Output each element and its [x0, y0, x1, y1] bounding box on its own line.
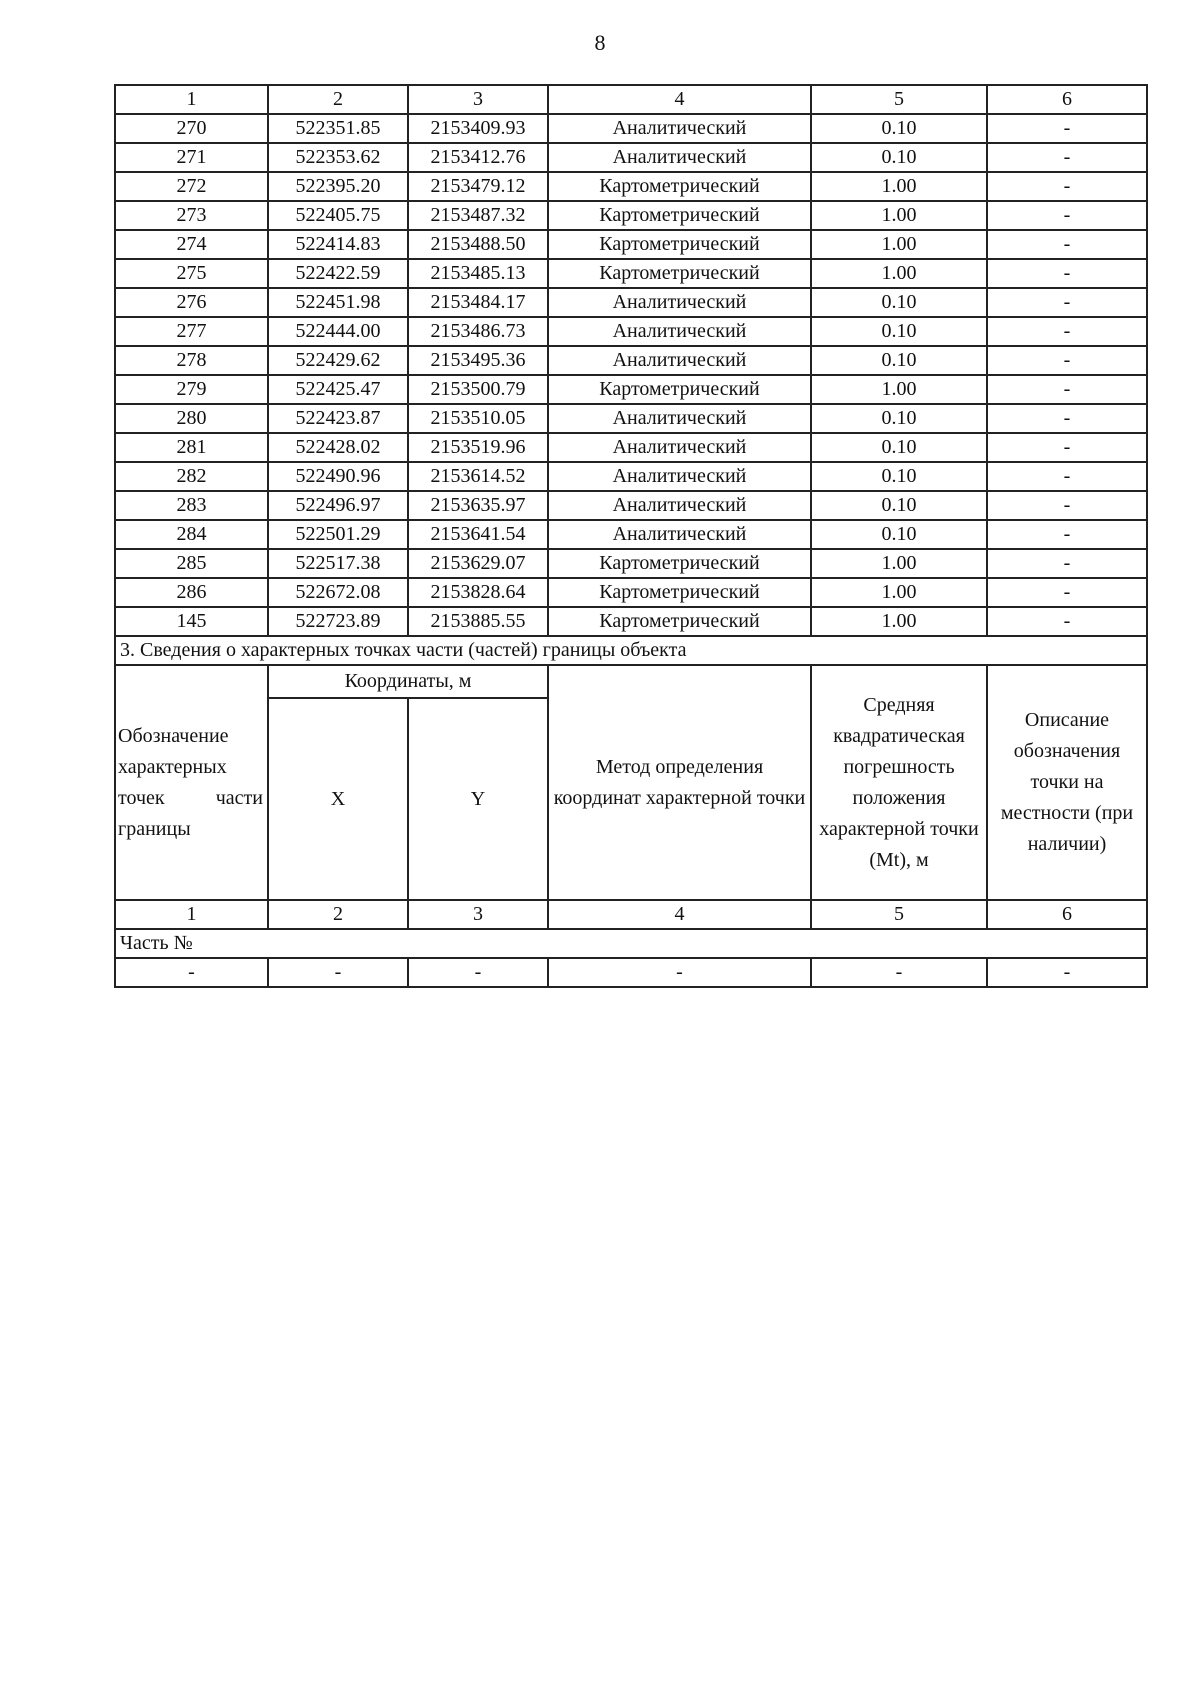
- header-coordinates: Координаты, м: [268, 665, 548, 698]
- table-cell: -: [811, 958, 987, 987]
- cell-method: Аналитический: [548, 143, 811, 172]
- cell-point: 273: [115, 201, 268, 230]
- table-row: [115, 114, 1147, 143]
- empty-part-row: [115, 958, 1147, 987]
- cell-y: 2153495.36: [408, 346, 548, 375]
- cell-y: 2153828.64: [408, 578, 548, 607]
- boundary-points-table: [114, 84, 1148, 988]
- cell-description: -: [987, 578, 1147, 607]
- cell-description: -: [987, 607, 1147, 636]
- table-row: [115, 143, 1147, 172]
- column-number: 2: [268, 85, 408, 114]
- header-designation: Обозначение характерных точек части границы: [115, 665, 268, 900]
- table-row: [115, 375, 1147, 404]
- cell-y: 2153500.79: [408, 375, 548, 404]
- cell-y: 2153641.54: [408, 520, 548, 549]
- table-row: [115, 201, 1147, 230]
- cell-error: 1.00: [811, 201, 987, 230]
- header-y: Y: [408, 698, 548, 900]
- cell-method: Картометрический: [548, 259, 811, 288]
- column-number: 4: [548, 85, 811, 114]
- table-row: [115, 230, 1147, 259]
- cell-y: 2153614.52: [408, 462, 548, 491]
- cell-point: 276: [115, 288, 268, 317]
- cell-point: 282: [115, 462, 268, 491]
- table-row: [115, 462, 1147, 491]
- section-column-number-row: [115, 900, 1147, 929]
- cell-x: 522451.98: [268, 288, 408, 317]
- cell-method: Аналитический: [548, 404, 811, 433]
- cell-error: 0.10: [811, 143, 987, 172]
- cell-error: 1.00: [811, 172, 987, 201]
- table-row: [115, 491, 1147, 520]
- cell-error: 1.00: [811, 259, 987, 288]
- cell-description: -: [987, 172, 1147, 201]
- cell-point: 280: [115, 404, 268, 433]
- cell-description: -: [987, 143, 1147, 172]
- cell-description: -: [987, 259, 1147, 288]
- column-number: 1: [115, 900, 268, 929]
- cell-x: 522414.83: [268, 230, 408, 259]
- cell-y: 2153409.93: [408, 114, 548, 143]
- cell-x: 522517.38: [268, 549, 408, 578]
- column-number: 1: [115, 85, 268, 114]
- cell-method: Картометрический: [548, 172, 811, 201]
- cell-method: Картометрический: [548, 230, 811, 259]
- cell-x: 522672.08: [268, 578, 408, 607]
- cell-description: -: [987, 317, 1147, 346]
- cell-error: 0.10: [811, 317, 987, 346]
- cell-description: -: [987, 491, 1147, 520]
- cell-method: Аналитический: [548, 317, 811, 346]
- cell-y: 2153635.97: [408, 491, 548, 520]
- cell-point: 286: [115, 578, 268, 607]
- cell-point: 277: [115, 317, 268, 346]
- cell-x: 522425.47: [268, 375, 408, 404]
- section-header-row: [115, 665, 1147, 698]
- column-number: 4: [548, 900, 811, 929]
- cell-y: 2153484.17: [408, 288, 548, 317]
- cell-y: 2153510.05: [408, 404, 548, 433]
- cell-method: Аналитический: [548, 491, 811, 520]
- cell-description: -: [987, 201, 1147, 230]
- cell-y: 2153885.55: [408, 607, 548, 636]
- cell-description: -: [987, 520, 1147, 549]
- section-title: 3. Сведения о характерных точках части (частей) границы объекта: [115, 636, 1147, 665]
- cell-y: 2153485.13: [408, 259, 548, 288]
- cell-x: 522422.59: [268, 259, 408, 288]
- column-number-row: [115, 85, 1147, 114]
- cell-method: Аналитический: [548, 462, 811, 491]
- table-row: [115, 578, 1147, 607]
- cell-description: -: [987, 114, 1147, 143]
- cell-method: Аналитический: [548, 433, 811, 462]
- cell-point: 279: [115, 375, 268, 404]
- cell-error: 0.10: [811, 520, 987, 549]
- cell-point: 278: [115, 346, 268, 375]
- cell-x: 522496.97: [268, 491, 408, 520]
- table-row: [115, 607, 1147, 636]
- cell-error: 0.10: [811, 346, 987, 375]
- column-number: 3: [408, 900, 548, 929]
- table-row: [115, 433, 1147, 462]
- table-cell: -: [987, 958, 1147, 987]
- cell-description: -: [987, 375, 1147, 404]
- table-row: [115, 549, 1147, 578]
- cell-method: Картометрический: [548, 578, 811, 607]
- table-cell: -: [548, 958, 811, 987]
- cell-error: 0.10: [811, 114, 987, 143]
- page-number: 8: [594, 30, 606, 55]
- cell-method: Аналитический: [548, 346, 811, 375]
- cell-y: 2153519.96: [408, 433, 548, 462]
- table-row: [115, 259, 1147, 288]
- table-row: [115, 346, 1147, 375]
- column-number: 5: [811, 900, 987, 929]
- cell-error: 1.00: [811, 230, 987, 259]
- cell-x: 522723.89: [268, 607, 408, 636]
- cell-description: -: [987, 288, 1147, 317]
- table-row: [115, 317, 1147, 346]
- cell-point: 283: [115, 491, 268, 520]
- cell-description: -: [987, 230, 1147, 259]
- cell-x: 522444.00: [268, 317, 408, 346]
- cell-error: 0.10: [811, 288, 987, 317]
- cell-x: 522501.29: [268, 520, 408, 549]
- cell-y: 2153488.50: [408, 230, 548, 259]
- cell-error: 0.10: [811, 433, 987, 462]
- cell-method: Картометрический: [548, 375, 811, 404]
- cell-error: 1.00: [811, 578, 987, 607]
- cell-description: -: [987, 549, 1147, 578]
- column-number: 5: [811, 85, 987, 114]
- column-number: 3: [408, 85, 548, 114]
- cell-error: 0.10: [811, 491, 987, 520]
- part-label: Часть №: [115, 929, 1147, 958]
- cell-x: 522490.96: [268, 462, 408, 491]
- cell-point: 275: [115, 259, 268, 288]
- cell-x: 522429.62: [268, 346, 408, 375]
- column-number: 6: [987, 900, 1147, 929]
- table-cell: -: [268, 958, 408, 987]
- cell-point: 145: [115, 607, 268, 636]
- cell-x: 522423.87: [268, 404, 408, 433]
- cell-y: 2153629.07: [408, 549, 548, 578]
- table-row: [115, 288, 1147, 317]
- table-row: [115, 404, 1147, 433]
- part-label-row: [115, 929, 1147, 958]
- cell-y: 2153412.76: [408, 143, 548, 172]
- cell-x: 522353.62: [268, 143, 408, 172]
- cell-point: 272: [115, 172, 268, 201]
- cell-point: 270: [115, 114, 268, 143]
- cell-error: 0.10: [811, 404, 987, 433]
- cell-point: 284: [115, 520, 268, 549]
- cell-error: 1.00: [811, 375, 987, 404]
- cell-y: 2153479.12: [408, 172, 548, 201]
- cell-description: -: [987, 433, 1147, 462]
- cell-x: 522428.02: [268, 433, 408, 462]
- column-number: 2: [268, 900, 408, 929]
- cell-x: 522395.20: [268, 172, 408, 201]
- cell-description: -: [987, 404, 1147, 433]
- cell-description: -: [987, 346, 1147, 375]
- cell-point: 271: [115, 143, 268, 172]
- section-title-row: [115, 636, 1147, 665]
- header-description: Описание обозначения точки на местности (при наличии): [987, 665, 1147, 900]
- cell-x: 522351.85: [268, 114, 408, 143]
- cell-method: Аналитический: [548, 520, 811, 549]
- cell-method: Картометрический: [548, 549, 811, 578]
- header-x: X: [268, 698, 408, 900]
- header-error: Средняя квадратическая погрешность положения характерной точки (Mt), м: [811, 665, 987, 900]
- table-row: [115, 520, 1147, 549]
- column-number: 6: [987, 85, 1147, 114]
- cell-error: 1.00: [811, 549, 987, 578]
- cell-method: Аналитический: [548, 114, 811, 143]
- cell-error: 0.10: [811, 462, 987, 491]
- cell-error: 1.00: [811, 607, 987, 636]
- cell-description: -: [987, 462, 1147, 491]
- cell-y: 2153487.32: [408, 201, 548, 230]
- table-cell: -: [408, 958, 548, 987]
- table-row: [115, 172, 1147, 201]
- cell-point: 281: [115, 433, 268, 462]
- cell-x: 522405.75: [268, 201, 408, 230]
- table-cell: -: [115, 958, 268, 987]
- cell-point: 285: [115, 549, 268, 578]
- cell-method: Картометрический: [548, 201, 811, 230]
- cell-method: Картометрический: [548, 607, 811, 636]
- cell-point: 274: [115, 230, 268, 259]
- cell-method: Аналитический: [548, 288, 811, 317]
- header-method: Метод определения координат характерной точки: [548, 665, 811, 900]
- cell-y: 2153486.73: [408, 317, 548, 346]
